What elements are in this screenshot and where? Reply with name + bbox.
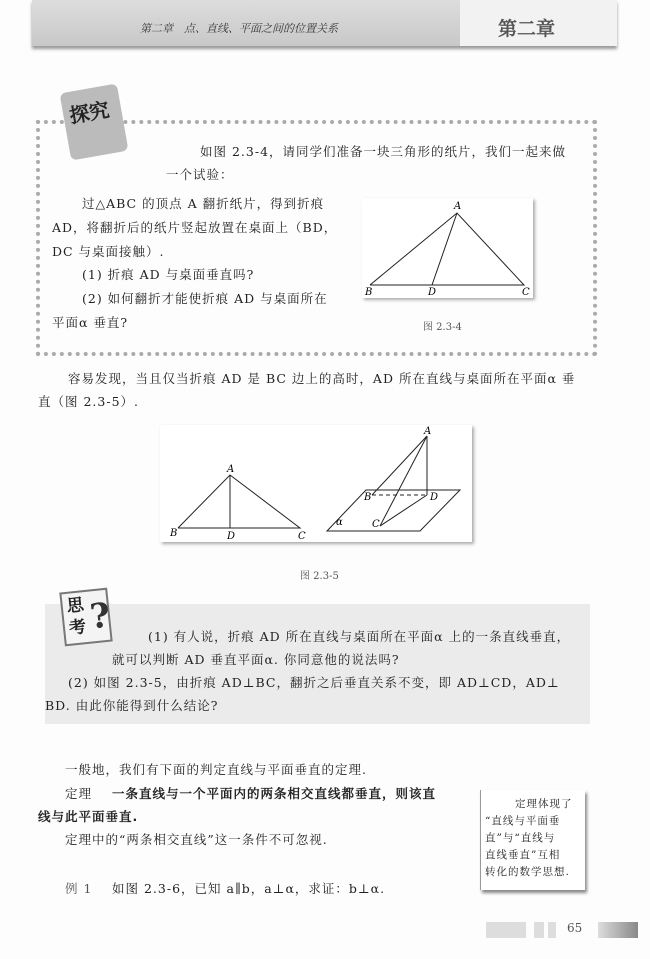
figure2-caption: 图 2.3-5: [300, 571, 339, 582]
note-line: 定理体现了: [515, 798, 573, 810]
label-b-3d: B: [364, 492, 372, 503]
theorem-line-1: 一条直线与一个平面内的两条相交直线都垂直，则该直: [112, 786, 437, 801]
figure-2-3-4: [362, 198, 533, 298]
explore-q3: 平面α 垂直?: [52, 315, 129, 330]
think-2: 就可以判断 AD 垂直平面α. 你同意他的说法吗?: [112, 652, 400, 667]
chapter-title: 第二章 点、直线、平面之间的位置关系: [140, 22, 338, 35]
theorem-line-2: 线与此平面垂直.: [38, 809, 139, 824]
chapter-tab-label: 第二章: [498, 18, 556, 40]
label-c-3d: C: [372, 519, 380, 530]
label-alpha: α: [336, 517, 343, 528]
example-text: 如图 2.3-6，已知 a∥b，a⊥α，求证：b⊥α.: [112, 881, 386, 896]
label-c: C: [522, 287, 530, 298]
footer-bar: [486, 922, 526, 938]
explore-intro: 如图 2.3-4，请同学们准备一块三角形的纸片，我们一起来做: [200, 144, 567, 159]
page-number: 65: [567, 921, 583, 935]
label-d: D: [227, 531, 236, 542]
body-line-1: 容易发现，当且仅当折痕 AD 是 BC 边上的高时，AD 所在直线与桌面所在平面α 垂: [68, 371, 576, 386]
label-a: A: [227, 464, 235, 475]
figure-2-3-5: [160, 425, 472, 542]
note-line: 直”与“直线与: [485, 832, 556, 844]
theorem-label: 定理: [65, 786, 93, 801]
explore-p1: 过△ABC 的顶点 A 翻折纸片，得到折痕: [82, 196, 325, 211]
explore-p3: DC 与桌面接触）.: [52, 244, 165, 259]
note-line: 直线垂直”互相: [485, 849, 561, 861]
label-d-3d: D: [430, 492, 439, 503]
example-label: 例 1: [65, 881, 93, 896]
footer-bar: [598, 922, 638, 938]
figure-caption: 图 2.3-4: [423, 322, 462, 333]
label-b: B: [365, 287, 373, 298]
explore-badge-icon: 探究: [60, 83, 129, 160]
chapter-tab: [460, 0, 617, 46]
label-c: C: [298, 531, 306, 542]
note-line: 转化的数学思想.: [485, 866, 570, 878]
label-d: D: [428, 287, 437, 298]
label-a-3d: A: [424, 426, 432, 437]
footer-bar: [548, 922, 556, 938]
explore-p2: AD，将翻折后的纸片竖起放置在桌面上（BD，: [52, 220, 338, 235]
label-a: A: [454, 201, 462, 212]
footer-bar: [534, 922, 544, 938]
think-4: BD. 由此你能得到什么结论?: [45, 698, 219, 713]
think-3: (2) 如图 2.3-5，由折痕 AD⊥BC，翻折之后垂直关系不变，即 AD⊥CD，AD⊥: [68, 675, 560, 690]
remark: 定理中的“两条相交直线”这一条件不可忽视.: [65, 832, 328, 847]
explore-q1: (1) 折痕 AD 与桌面垂直吗?: [82, 267, 255, 282]
explore-intro-2: 一个试验：: [166, 167, 234, 182]
think-1: (1) 有人说，折痕 AD 所在直线与桌面所在平面α 上的一条直线垂直，: [148, 629, 571, 644]
general-text: 一般地，我们有下面的判定直线与平面垂直的定理.: [65, 762, 367, 777]
label-b: B: [170, 528, 178, 539]
side-note: [480, 790, 585, 890]
body-line-2: 直（图 2.3-5）.: [38, 394, 140, 409]
explore-q2: (2) 如何翻折才能使折痕 AD 与桌面所在: [82, 291, 328, 306]
note-line: “直线与平面垂: [485, 815, 561, 827]
think-badge-icon: 思考 ?: [59, 588, 112, 647]
